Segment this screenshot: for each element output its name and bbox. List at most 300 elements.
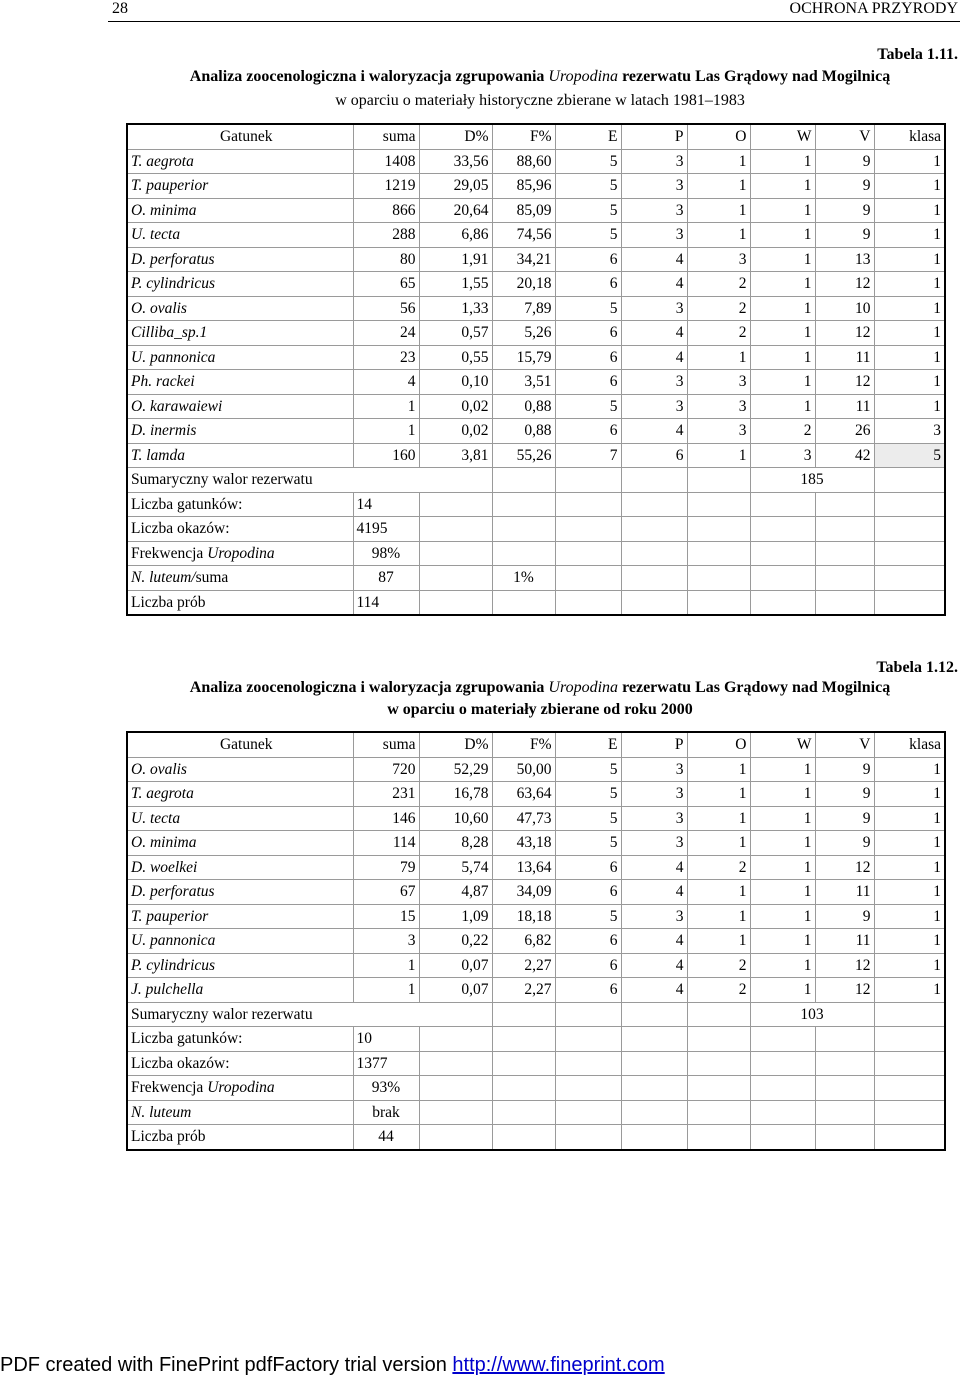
value-cell: 9 bbox=[815, 757, 874, 782]
value-cell: 6 bbox=[555, 345, 621, 370]
table-row bbox=[127, 198, 945, 223]
value-cell: 1 bbox=[750, 198, 815, 223]
value-cell: 5 bbox=[555, 394, 621, 419]
species-cell: Ph. rackei bbox=[127, 370, 353, 395]
value-cell: 5 bbox=[555, 831, 621, 856]
value-cell: 1 bbox=[687, 806, 750, 831]
value-cell: 0,02 bbox=[419, 419, 492, 444]
value-cell: 1 bbox=[874, 247, 945, 272]
species-cell: T. lamda bbox=[127, 443, 353, 468]
table2-summary-frekwencja: Frekwencja Uropodina 93% bbox=[127, 1076, 945, 1101]
value-cell: 52,29 bbox=[419, 757, 492, 782]
value-cell: 1 bbox=[874, 370, 945, 395]
value-cell: 9 bbox=[815, 782, 874, 807]
value-cell: 3 bbox=[621, 806, 687, 831]
species-cell: O. minima bbox=[127, 198, 353, 223]
species-cell: D. woelkei bbox=[127, 855, 353, 880]
table2-col-header: O bbox=[687, 732, 750, 757]
value-cell: 0,88 bbox=[492, 419, 555, 444]
value-cell: 1 bbox=[750, 929, 815, 954]
value-cell: 6 bbox=[555, 880, 621, 905]
value-cell: 6 bbox=[555, 929, 621, 954]
value-cell: 4 bbox=[621, 321, 687, 346]
value-cell: 20,64 bbox=[419, 198, 492, 223]
value-cell: 1 bbox=[353, 978, 419, 1003]
value-cell: 9 bbox=[815, 174, 874, 199]
value-cell: 9 bbox=[815, 149, 874, 174]
value-cell: 4 bbox=[621, 978, 687, 1003]
value-cell: 12 bbox=[815, 855, 874, 880]
value-cell: 3 bbox=[621, 174, 687, 199]
table2-label: Tabela 1.12. bbox=[876, 659, 958, 676]
value-cell: 1 bbox=[874, 198, 945, 223]
species-cell: O. ovalis bbox=[127, 757, 353, 782]
value-cell: 4 bbox=[621, 929, 687, 954]
value-cell: 4 bbox=[621, 880, 687, 905]
value-cell: 1219 bbox=[353, 174, 419, 199]
table2-col-header: klasa bbox=[874, 732, 945, 757]
value-cell: 1 bbox=[874, 757, 945, 782]
value-cell: 6,86 bbox=[419, 223, 492, 248]
value-cell: 1 bbox=[874, 321, 945, 346]
value-cell: 2 bbox=[687, 321, 750, 346]
value-cell: 5 bbox=[555, 782, 621, 807]
value-cell: 33,56 bbox=[419, 149, 492, 174]
table2-caption: Analiza zoocenologiczna i waloryzacja zgrupowania Uropodina rezerwatu Las Grądowy nad Mogilnicą bbox=[189, 679, 891, 696]
value-cell: 4,87 bbox=[419, 880, 492, 905]
value-cell: 1 bbox=[687, 223, 750, 248]
species-cell: D. perforatus bbox=[127, 880, 353, 905]
value-cell: 3 bbox=[621, 904, 687, 929]
value-cell: 1 bbox=[874, 174, 945, 199]
value-cell: 5 bbox=[555, 757, 621, 782]
value-cell: 12 bbox=[815, 978, 874, 1003]
value-cell: 13,64 bbox=[492, 855, 555, 880]
value-cell: 9 bbox=[815, 223, 874, 248]
value-cell: 5,74 bbox=[419, 855, 492, 880]
value-cell: 1 bbox=[353, 394, 419, 419]
value-cell: 9 bbox=[815, 198, 874, 223]
value-cell: 2 bbox=[687, 978, 750, 1003]
value-cell: 12 bbox=[815, 953, 874, 978]
value-cell: 1 bbox=[750, 345, 815, 370]
value-cell: 9 bbox=[815, 806, 874, 831]
value-cell: 2 bbox=[687, 953, 750, 978]
value-cell: 1 bbox=[750, 782, 815, 807]
value-cell: 1,09 bbox=[419, 904, 492, 929]
value-cell: 1 bbox=[353, 953, 419, 978]
table2-col-header: F% bbox=[492, 732, 555, 757]
value-cell: 24 bbox=[353, 321, 419, 346]
value-cell: 15 bbox=[353, 904, 419, 929]
table-row bbox=[127, 247, 945, 272]
table-row bbox=[127, 978, 945, 1003]
species-cell: U. tecta bbox=[127, 223, 353, 248]
value-cell: 1 bbox=[687, 757, 750, 782]
value-cell: 1 bbox=[750, 831, 815, 856]
value-cell: 6 bbox=[555, 953, 621, 978]
value-cell: 6,82 bbox=[492, 929, 555, 954]
value-cell: 146 bbox=[353, 806, 419, 831]
species-cell: P. cylindricus bbox=[127, 953, 353, 978]
value-cell: 2,27 bbox=[492, 953, 555, 978]
value-cell: 231 bbox=[353, 782, 419, 807]
table-row bbox=[127, 929, 945, 954]
value-cell: 4 bbox=[621, 247, 687, 272]
value-cell: 5,26 bbox=[492, 321, 555, 346]
table-row bbox=[127, 149, 945, 174]
value-cell: 55,26 bbox=[492, 443, 555, 468]
species-cell: T. aegrota bbox=[127, 782, 353, 807]
table-row bbox=[127, 782, 945, 807]
value-cell: 3 bbox=[687, 247, 750, 272]
value-cell: 1 bbox=[687, 345, 750, 370]
table2-col-header: suma bbox=[353, 732, 419, 757]
table-row bbox=[127, 174, 945, 199]
running-title: OCHRONA PRZYRODY bbox=[789, 0, 958, 17]
value-cell: 5 bbox=[555, 904, 621, 929]
value-cell: 6 bbox=[555, 321, 621, 346]
value-cell: 114 bbox=[353, 831, 419, 856]
value-cell: 3 bbox=[621, 757, 687, 782]
value-cell: 6 bbox=[555, 370, 621, 395]
table1-col-header: Gatunek bbox=[127, 124, 353, 149]
table1 bbox=[126, 123, 946, 616]
value-cell: 5 bbox=[555, 198, 621, 223]
table-row bbox=[127, 953, 945, 978]
value-cell: 1 bbox=[874, 904, 945, 929]
value-cell: 20,18 bbox=[492, 272, 555, 297]
value-cell: 0,02 bbox=[419, 394, 492, 419]
value-cell: 4 bbox=[621, 953, 687, 978]
species-cell: T. pauperior bbox=[127, 174, 353, 199]
value-cell: 3,51 bbox=[492, 370, 555, 395]
value-cell: 1 bbox=[750, 806, 815, 831]
table2-summary-gatunki: Liczba gatunków: 10 bbox=[127, 1027, 945, 1052]
table-row bbox=[127, 757, 945, 782]
value-cell: 288 bbox=[353, 223, 419, 248]
table-row bbox=[127, 296, 945, 321]
value-cell: 1 bbox=[750, 174, 815, 199]
table2-caption-taxon: Uropodina bbox=[548, 679, 619, 696]
value-cell: 9 bbox=[815, 831, 874, 856]
value-cell: 1 bbox=[750, 247, 815, 272]
value-cell: 4 bbox=[621, 855, 687, 880]
species-cell: O. minima bbox=[127, 831, 353, 856]
value-cell: 5 bbox=[555, 806, 621, 831]
value-cell: 2,27 bbox=[492, 978, 555, 1003]
table-row bbox=[127, 806, 945, 831]
value-cell: 0,07 bbox=[419, 953, 492, 978]
value-cell: 85,96 bbox=[492, 174, 555, 199]
value-cell: 2 bbox=[687, 296, 750, 321]
value-cell: 7,89 bbox=[492, 296, 555, 321]
value-cell: 79 bbox=[353, 855, 419, 880]
value-cell: 0,07 bbox=[419, 978, 492, 1003]
value-cell: 3 bbox=[621, 370, 687, 395]
value-cell: 1 bbox=[750, 855, 815, 880]
value-cell: 1 bbox=[874, 149, 945, 174]
table-row bbox=[127, 831, 945, 856]
species-cell: T. pauperior bbox=[127, 904, 353, 929]
value-cell: 1 bbox=[874, 978, 945, 1003]
value-cell: 34,09 bbox=[492, 880, 555, 905]
value-cell: 4 bbox=[621, 272, 687, 297]
value-cell: 43,18 bbox=[492, 831, 555, 856]
value-cell: 74,56 bbox=[492, 223, 555, 248]
table2-col-header: E bbox=[555, 732, 621, 757]
value-cell: 29,05 bbox=[419, 174, 492, 199]
table-row bbox=[127, 904, 945, 929]
value-cell: 8,28 bbox=[419, 831, 492, 856]
value-cell: 3 bbox=[353, 929, 419, 954]
table1-summary-okazy: Liczba okazów: 4195 bbox=[127, 517, 945, 542]
species-cell: U. pannonica bbox=[127, 929, 353, 954]
value-cell: 1 bbox=[687, 174, 750, 199]
value-cell: 1 bbox=[750, 149, 815, 174]
value-cell: 5 bbox=[874, 443, 945, 468]
table-row bbox=[127, 223, 945, 248]
value-cell: 47,73 bbox=[492, 806, 555, 831]
value-cell: 1 bbox=[687, 929, 750, 954]
table2-col-header: P bbox=[621, 732, 687, 757]
value-cell: 0,88 bbox=[492, 394, 555, 419]
species-cell: Cilliba_sp.1 bbox=[127, 321, 353, 346]
value-cell: 1 bbox=[874, 394, 945, 419]
value-cell: 1 bbox=[750, 757, 815, 782]
value-cell: 5 bbox=[555, 149, 621, 174]
value-cell: 1 bbox=[750, 904, 815, 929]
value-cell: 1 bbox=[750, 880, 815, 905]
value-cell: 10 bbox=[815, 296, 874, 321]
species-cell: O. karawaiewi bbox=[127, 394, 353, 419]
value-cell: 85,09 bbox=[492, 198, 555, 223]
table1-col-header: D% bbox=[419, 124, 492, 149]
value-cell: 5 bbox=[555, 223, 621, 248]
species-cell: T. aegrota bbox=[127, 149, 353, 174]
value-cell: 3 bbox=[621, 296, 687, 321]
table1-col-header: klasa bbox=[874, 124, 945, 149]
table1-col-header: P bbox=[621, 124, 687, 149]
value-cell: 3 bbox=[621, 782, 687, 807]
value-cell: 10,60 bbox=[419, 806, 492, 831]
table1-caption: Analiza zoocenologiczna i waloryzacja zgrupowania Uropodina rezerwatu Las Grądowy nad Mogilnicą bbox=[189, 68, 891, 85]
header-rule bbox=[108, 21, 960, 22]
value-cell: 3 bbox=[621, 198, 687, 223]
value-cell: 1 bbox=[687, 443, 750, 468]
pdf-footer bbox=[0, 1354, 665, 1377]
species-cell: O. ovalis bbox=[127, 296, 353, 321]
value-cell: 3 bbox=[687, 419, 750, 444]
table-row bbox=[127, 370, 945, 395]
table1-col-header: V bbox=[815, 124, 874, 149]
table2 bbox=[126, 731, 946, 1151]
value-cell: 2 bbox=[750, 419, 815, 444]
value-cell: 1,91 bbox=[419, 247, 492, 272]
table-row bbox=[127, 443, 945, 468]
value-cell: 1 bbox=[750, 223, 815, 248]
table2-col-header: W bbox=[750, 732, 815, 757]
value-cell: 1 bbox=[874, 806, 945, 831]
value-cell: 1 bbox=[687, 198, 750, 223]
value-cell: 1 bbox=[750, 953, 815, 978]
value-cell: 866 bbox=[353, 198, 419, 223]
table-row bbox=[127, 419, 945, 444]
value-cell: 26 bbox=[815, 419, 874, 444]
value-cell: 6 bbox=[555, 272, 621, 297]
species-cell: D. perforatus bbox=[127, 247, 353, 272]
value-cell: 1 bbox=[874, 345, 945, 370]
value-cell: 12 bbox=[815, 370, 874, 395]
value-cell: 1 bbox=[750, 321, 815, 346]
value-cell: 34,21 bbox=[492, 247, 555, 272]
value-cell: 23 bbox=[353, 345, 419, 370]
table1-caption-line2: w oparciu o materiały historyczne zbierane w latach 1981–1983 bbox=[335, 92, 745, 109]
value-cell: 3 bbox=[621, 831, 687, 856]
table1-summary-frekwencja: Frekwencja Uropodina 98% bbox=[127, 541, 945, 566]
table-row bbox=[127, 855, 945, 880]
value-cell: 1 bbox=[750, 394, 815, 419]
value-cell: 0,10 bbox=[419, 370, 492, 395]
value-cell: 0,57 bbox=[419, 321, 492, 346]
value-cell: 5 bbox=[555, 174, 621, 199]
table1-summary-luteum: N. luteum/suma 87 1% bbox=[127, 566, 945, 591]
value-cell: 1 bbox=[874, 296, 945, 321]
value-cell: 0,55 bbox=[419, 345, 492, 370]
value-cell: 18,18 bbox=[492, 904, 555, 929]
species-cell: U. pannonica bbox=[127, 345, 353, 370]
value-cell: 7 bbox=[555, 443, 621, 468]
page-number: 28 bbox=[112, 0, 128, 17]
value-cell: 3 bbox=[621, 149, 687, 174]
value-cell: 56 bbox=[353, 296, 419, 321]
value-cell: 80 bbox=[353, 247, 419, 272]
footer-link[interactable]: http://www.fineprint.com bbox=[452, 1354, 665, 1376]
table2-col-header: V bbox=[815, 732, 874, 757]
table1-summary-walor: Sumaryczny walor rezerwatu 185 bbox=[127, 468, 945, 493]
value-cell: 11 bbox=[815, 394, 874, 419]
value-cell: 1 bbox=[353, 419, 419, 444]
table-row bbox=[127, 272, 945, 297]
value-cell: 6 bbox=[555, 419, 621, 444]
value-cell: 1 bbox=[750, 978, 815, 1003]
table2-summary-luteum: N. luteum brak bbox=[127, 1100, 945, 1125]
value-cell: 1 bbox=[750, 296, 815, 321]
value-cell: 88,60 bbox=[492, 149, 555, 174]
value-cell: 3,81 bbox=[419, 443, 492, 468]
value-cell: 1 bbox=[687, 149, 750, 174]
value-cell: 6 bbox=[621, 443, 687, 468]
value-cell: 2 bbox=[687, 272, 750, 297]
value-cell: 11 bbox=[815, 929, 874, 954]
value-cell: 1408 bbox=[353, 149, 419, 174]
value-cell: 6 bbox=[555, 978, 621, 1003]
value-cell: 16,78 bbox=[419, 782, 492, 807]
table1-col-header: suma bbox=[353, 124, 419, 149]
table-row bbox=[127, 345, 945, 370]
species-cell: D. inermis bbox=[127, 419, 353, 444]
value-cell: 1 bbox=[874, 272, 945, 297]
value-cell: 720 bbox=[353, 757, 419, 782]
value-cell: 1 bbox=[687, 831, 750, 856]
value-cell: 1,55 bbox=[419, 272, 492, 297]
table1-label: Tabela 1.11. bbox=[877, 46, 958, 63]
value-cell: 1,33 bbox=[419, 296, 492, 321]
value-cell: 50,00 bbox=[492, 757, 555, 782]
value-cell: 6 bbox=[555, 855, 621, 880]
table2-summary-okazy: Liczba okazów: 1377 bbox=[127, 1051, 945, 1076]
value-cell: 12 bbox=[815, 321, 874, 346]
table2-summary-walor: Sumaryczny walor rezerwatu 103 bbox=[127, 1002, 945, 1027]
value-cell: 13 bbox=[815, 247, 874, 272]
value-cell: 4 bbox=[353, 370, 419, 395]
value-cell: 1 bbox=[874, 855, 945, 880]
value-cell: 4 bbox=[621, 419, 687, 444]
value-cell: 6 bbox=[555, 247, 621, 272]
value-cell: 1 bbox=[874, 880, 945, 905]
table-row bbox=[127, 321, 945, 346]
table2-caption-line2: w oparciu o materiały zbierane od roku 2000 bbox=[387, 701, 693, 718]
table1-col-header: W bbox=[750, 124, 815, 149]
table-row bbox=[127, 880, 945, 905]
value-cell: 4 bbox=[621, 345, 687, 370]
value-cell: 0,22 bbox=[419, 929, 492, 954]
value-cell: 1 bbox=[874, 929, 945, 954]
value-cell: 9 bbox=[815, 904, 874, 929]
value-cell: 1 bbox=[874, 782, 945, 807]
value-cell: 42 bbox=[815, 443, 874, 468]
table2-col-header: D% bbox=[419, 732, 492, 757]
value-cell: 3 bbox=[687, 394, 750, 419]
value-cell: 3 bbox=[621, 394, 687, 419]
table1-col-header: F% bbox=[492, 124, 555, 149]
value-cell: 1 bbox=[750, 272, 815, 297]
table2-col-header: Gatunek bbox=[127, 732, 353, 757]
value-cell: 1 bbox=[687, 880, 750, 905]
value-cell: 2 bbox=[687, 855, 750, 880]
value-cell: 65 bbox=[353, 272, 419, 297]
value-cell: 160 bbox=[353, 443, 419, 468]
table1-col-header: O bbox=[687, 124, 750, 149]
table1-col-header: E bbox=[555, 124, 621, 149]
table1-caption-taxon: Uropodina bbox=[548, 68, 619, 85]
table2-header-row bbox=[127, 732, 945, 757]
footer-text: PDF created with FinePrint pdfFactory trial version bbox=[0, 1354, 453, 1376]
value-cell: 1 bbox=[750, 370, 815, 395]
value-cell: 3 bbox=[621, 223, 687, 248]
value-cell: 63,64 bbox=[492, 782, 555, 807]
table-row bbox=[127, 394, 945, 419]
value-cell: 12 bbox=[815, 272, 874, 297]
value-cell: 15,79 bbox=[492, 345, 555, 370]
value-cell: 3 bbox=[874, 419, 945, 444]
value-cell: 3 bbox=[687, 370, 750, 395]
value-cell: 1 bbox=[874, 953, 945, 978]
value-cell: 5 bbox=[555, 296, 621, 321]
table1-summary-gatunki: Liczba gatunków: 14 bbox=[127, 492, 945, 517]
species-cell: P. cylindricus bbox=[127, 272, 353, 297]
value-cell: 1 bbox=[874, 223, 945, 248]
table2-summary-proby: Liczba prób 44 bbox=[127, 1125, 945, 1150]
value-cell: 1 bbox=[687, 904, 750, 929]
species-cell: U. tecta bbox=[127, 806, 353, 831]
value-cell: 11 bbox=[815, 345, 874, 370]
species-cell: J. pulchella bbox=[127, 978, 353, 1003]
value-cell: 11 bbox=[815, 880, 874, 905]
value-cell: 3 bbox=[750, 443, 815, 468]
page-header bbox=[0, 0, 960, 26]
table1-header-row bbox=[127, 124, 945, 149]
